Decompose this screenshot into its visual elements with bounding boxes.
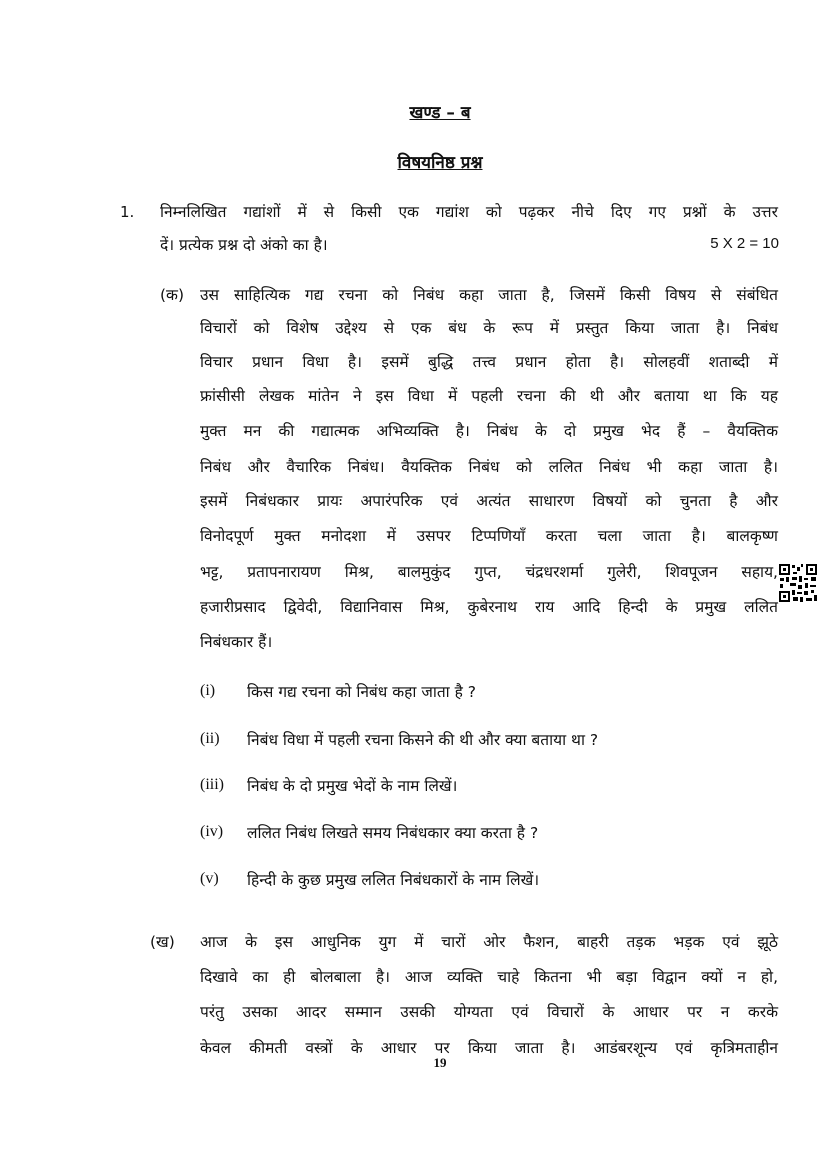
passage-b-line: दिखावे का ही बोलबाला है। आज व्यक्ति चाहे कितना भी बड़ा विद्वान क्यों न हो,	[200, 968, 778, 986]
passage-a-label: (क)	[160, 286, 184, 304]
subquestion-text: निबंध के दो प्रमुख भेदों के नाम लिखें।	[247, 777, 458, 795]
passage-a-line: इसमें निबंधकार प्रायः अपारंपरिक एवं अत्यंत साधारण विषयों को चुनता है और	[200, 492, 778, 510]
passage-a-line: फ्रांसीसी लेखक मांतेन ने इस विधा में पहली रचना की थी और बताया था कि यह	[200, 387, 778, 405]
question-line: निम्नलिखित गद्यांशों में से किसी एक गद्यांश को पढ़कर नीचे दिए गए प्रश्नों के उत्तर	[160, 203, 778, 221]
subquestion-text: ललित निबंध लिखते समय निबंधकार क्या करता है ?	[247, 824, 539, 842]
passage-a-line: विचारों को विशेष उद्देश्य से एक बंध के रूप में प्रस्तुत किया जाता है। निबंध	[200, 319, 778, 337]
passage-a-line: विनोदपूर्ण मुक्त मनोदशा में उसपर टिप्पणियाँ करता चला जाता है। बालकृष्ण	[200, 527, 778, 545]
passage-a-line: उस साहित्यिक गद्य रचना को निबंध कहा जाता है, जिसमें किसी विषय से संबंधित	[200, 286, 778, 304]
passage-a-line: मुक्त मन की गद्यात्मक अभिव्यक्ति है। निबंध के दो प्रमुख भेद हैं – वैयक्तिक	[200, 422, 778, 440]
question-number: 1.	[120, 203, 135, 221]
qr-code-icon	[778, 563, 818, 603]
passage-b-line: केवल कीमती वस्त्रों के आधार पर किया जाता है। आडंबरशून्य एवं कृत्रिमताहीन	[200, 1039, 778, 1057]
passage-a-line: विचार प्रधान विधा है। इसमें बुद्धि तत्त्व प्रधान होता है। सोलहवीं शताब्दी में	[200, 353, 778, 371]
page-number: 19	[433, 1055, 447, 1070]
marks-label: 5 X 2 = 10	[710, 235, 779, 252]
subquestion-number: (iv)	[200, 823, 224, 840]
passage-b-label: (ख)	[150, 933, 175, 951]
passage-a-line: हजारीप्रसाद द्विवेदी, विद्यानिवास मिश्र, कुबेरनाथ राय आदि हिन्दी के प्रमुख ललित	[200, 598, 778, 616]
passage-a-line: निबंधकार हैं।	[200, 633, 273, 651]
section-heading: खण्ड – ब	[409, 103, 471, 123]
passage-b-line: आज के इस आधुनिक युग में चारों ओर फैशन, बाहरी तड़क भड़क एवं झूठे	[200, 933, 778, 951]
question-line: दें। प्रत्येक प्रश्न दो अंको का है।	[160, 236, 328, 254]
section-subheading: विषयनिष्ठ प्रश्न	[397, 153, 483, 173]
passage-a-line: भट्ट, प्रतापनारायण मिश्र, बालमुकुंद गुप्त, चंद्रधरशर्मा गुलेरी, शिवपूजन सहाय,	[200, 563, 778, 581]
subquestion-text: किस गद्य रचना को निबंध कहा जाता है ?	[247, 683, 476, 701]
passage-b-line: परंतु उसका आदर सम्मान उसकी योग्यता एवं विचारों के आधार पर न करके	[200, 1003, 778, 1021]
subquestion-text: हिन्दी के कुछ प्रमुख ललित निबंधकारों के नाम लिखें।	[247, 871, 540, 889]
subquestion-number: (iii)	[200, 776, 224, 793]
passage-a-line: निबंध और वैचारिक निबंध। वैयक्तिक निबंध को ललित निबंध भी कहा जाता है।	[200, 458, 778, 476]
subquestion-number: (v)	[200, 870, 219, 887]
subquestion-text: निबंध विधा में पहली रचना किसने की थी और क्या बताया था ?	[247, 731, 599, 749]
subquestion-number: (i)	[200, 682, 216, 699]
subquestion-number: (ii)	[200, 730, 220, 747]
